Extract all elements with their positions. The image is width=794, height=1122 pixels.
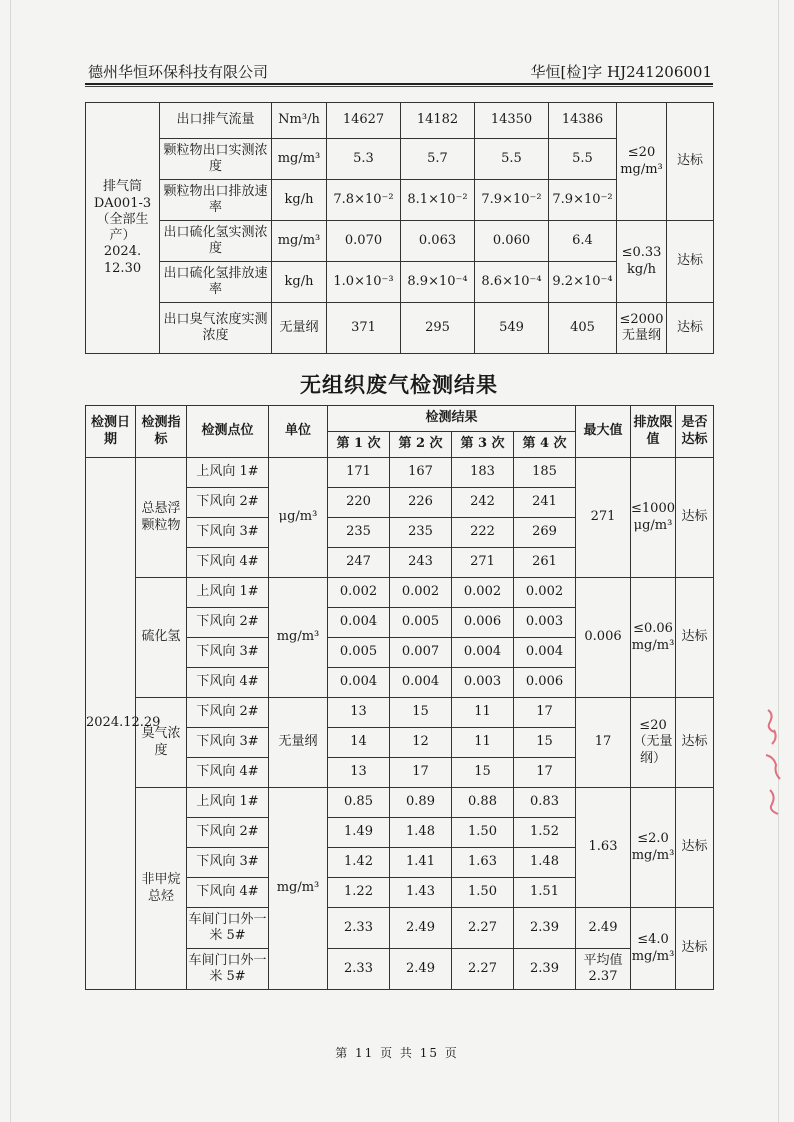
limit-cell: ≤20（无量纲） bbox=[631, 698, 676, 788]
result-cell: 达标 bbox=[676, 908, 714, 990]
value-cell: 0.003 bbox=[514, 608, 576, 638]
point-cell: 上风向 1# bbox=[187, 788, 269, 818]
header-indicator: 检测指标 bbox=[136, 406, 187, 458]
value-cell: 0.004 bbox=[514, 638, 576, 668]
point-cell: 下风向 3# bbox=[187, 848, 269, 878]
unit-cell: Nm³/h bbox=[272, 103, 327, 139]
value-cell: 0.004 bbox=[390, 668, 452, 698]
point-cell: 车间门口外一米 5# bbox=[187, 949, 269, 990]
fugitive-emission-table bbox=[85, 405, 714, 990]
unit-cell: 无量纲 bbox=[272, 303, 327, 354]
value-cell: 17 bbox=[390, 758, 452, 788]
value-cell: 8.6×10⁻⁴ bbox=[475, 262, 549, 303]
value-cell: 405 bbox=[549, 303, 617, 354]
source-line: （全部生 bbox=[96, 211, 149, 227]
limit-cell: ≤4.0 mg/m³ bbox=[631, 908, 676, 990]
page-header bbox=[88, 61, 712, 81]
value-cell: 0.004 bbox=[328, 608, 390, 638]
header-date: 检测日期 bbox=[86, 406, 136, 458]
unit-cell: mg/m³ bbox=[269, 788, 328, 990]
indicator-cell: 臭气浓度 bbox=[136, 698, 187, 788]
point-cell: 车间门口外一米 5# bbox=[187, 908, 269, 949]
max-cell: 1.63 bbox=[576, 788, 631, 908]
indicator-cell: 硫化氢 bbox=[136, 578, 187, 698]
limit-cell: ≤2.0 mg/m³ bbox=[631, 788, 676, 908]
value-cell: 269 bbox=[514, 518, 576, 548]
value-cell: 6.4 bbox=[549, 221, 617, 262]
value-cell: 0.002 bbox=[514, 578, 576, 608]
point-cell: 下风向 2# bbox=[187, 698, 269, 728]
report-number: 华恒[检]字 HJ241206001 bbox=[530, 63, 712, 81]
value-cell: 7.9×10⁻² bbox=[475, 180, 549, 221]
unit-cell: mg/m³ bbox=[272, 139, 327, 180]
point-cell: 下风向 2# bbox=[187, 488, 269, 518]
item-cell: 颗粒物出口排放速率 bbox=[160, 180, 272, 221]
value-cell: 235 bbox=[390, 518, 452, 548]
value-cell: 0.002 bbox=[328, 578, 390, 608]
value-cell: 0.85 bbox=[328, 788, 390, 818]
value-cell: 8.1×10⁻² bbox=[401, 180, 475, 221]
result-cell: 达标 bbox=[667, 103, 714, 221]
indicator-cell: 非甲烷总烃 bbox=[136, 788, 187, 990]
value-cell: 261 bbox=[514, 548, 576, 578]
value-cell: 1.49 bbox=[328, 818, 390, 848]
source-line: 产） bbox=[109, 228, 136, 243]
organized-emission-table bbox=[85, 102, 714, 354]
page-edge bbox=[778, 0, 779, 1122]
value-cell: 1.43 bbox=[390, 878, 452, 908]
section-title: 无组织废气检测结果 bbox=[300, 372, 498, 397]
page-edge bbox=[10, 0, 11, 1122]
header-run: 第 1 次 bbox=[328, 432, 390, 458]
value-cell: 226 bbox=[390, 488, 452, 518]
value-cell: 185 bbox=[514, 458, 576, 488]
item-cell: 出口臭气浓度实测浓度 bbox=[160, 303, 272, 354]
limit-cell: ≤1000 μg/m³ bbox=[631, 458, 676, 578]
limit-cell: ≤2000 无量纲 bbox=[617, 303, 667, 354]
point-cell: 下风向 2# bbox=[187, 818, 269, 848]
unit-cell: μg/m³ bbox=[269, 458, 328, 578]
value-cell: 0.060 bbox=[475, 221, 549, 262]
value-cell: 0.063 bbox=[401, 221, 475, 262]
indicator-cell: 总悬浮颗粒物 bbox=[136, 458, 187, 578]
value-cell: 2.39 bbox=[514, 908, 576, 949]
value-cell: 2.33 bbox=[328, 949, 390, 990]
value-cell: 0.003 bbox=[452, 668, 514, 698]
header-results: 检测结果 bbox=[328, 406, 576, 432]
header-limit: 排放限值 bbox=[631, 406, 676, 458]
value-cell: 1.48 bbox=[390, 818, 452, 848]
value-cell: 2.39 bbox=[514, 949, 576, 990]
point-cell: 上风向 1# bbox=[187, 578, 269, 608]
value-cell: 171 bbox=[328, 458, 390, 488]
value-cell: 15 bbox=[452, 758, 514, 788]
header-run: 第 4 次 bbox=[514, 432, 576, 458]
value-cell: 2.49 bbox=[390, 949, 452, 990]
emission-source-cell bbox=[86, 103, 160, 354]
value-cell: 13 bbox=[328, 698, 390, 728]
point-cell: 下风向 4# bbox=[187, 878, 269, 908]
value-cell: 271 bbox=[452, 548, 514, 578]
limit-cell: ≤0.06 mg/m³ bbox=[631, 578, 676, 698]
value-cell: 1.42 bbox=[328, 848, 390, 878]
value-cell: 371 bbox=[327, 303, 401, 354]
point-cell: 下风向 2# bbox=[187, 608, 269, 638]
value-cell: 5.5 bbox=[475, 139, 549, 180]
point-cell: 下风向 3# bbox=[187, 638, 269, 668]
value-cell: 241 bbox=[514, 488, 576, 518]
max-cell: 2.49 bbox=[576, 908, 631, 949]
point-cell: 下风向 4# bbox=[187, 758, 269, 788]
value-cell: 183 bbox=[452, 458, 514, 488]
point-cell: 下风向 4# bbox=[187, 548, 269, 578]
unit-cell: kg/h bbox=[272, 180, 327, 221]
unit-cell: 无量纲 bbox=[269, 698, 328, 788]
value-cell: 0.002 bbox=[452, 578, 514, 608]
source-line: 排气筒 bbox=[102, 179, 142, 195]
value-cell: 0.83 bbox=[514, 788, 576, 818]
point-cell: 下风向 4# bbox=[187, 668, 269, 698]
value-cell: 2.49 bbox=[390, 908, 452, 949]
result-cell: 达标 bbox=[667, 303, 714, 354]
value-cell: 5.3 bbox=[327, 139, 401, 180]
average-label: 平均值 bbox=[583, 952, 623, 968]
value-cell: 295 bbox=[401, 303, 475, 354]
value-cell: 14182 bbox=[401, 103, 475, 139]
value-cell: 549 bbox=[475, 303, 549, 354]
average-cell bbox=[576, 949, 631, 990]
value-cell: 0.002 bbox=[390, 578, 452, 608]
result-cell: 达标 bbox=[667, 221, 714, 303]
value-cell: 5.7 bbox=[401, 139, 475, 180]
value-cell: 14627 bbox=[327, 103, 401, 139]
source-line: 2024. bbox=[103, 244, 142, 260]
value-cell: 0.005 bbox=[390, 608, 452, 638]
item-cell: 出口排气流量 bbox=[160, 103, 272, 139]
value-cell: 14386 bbox=[549, 103, 617, 139]
average-value: 2.37 bbox=[588, 969, 618, 984]
seal-stamp bbox=[760, 700, 790, 830]
header-run: 第 2 次 bbox=[390, 432, 452, 458]
value-cell: 1.51 bbox=[514, 878, 576, 908]
value-cell: 11 bbox=[452, 728, 514, 758]
header-point: 检测点位 bbox=[187, 406, 269, 458]
value-cell: 235 bbox=[328, 518, 390, 548]
item-cell: 颗粒物出口实测浓度 bbox=[160, 139, 272, 180]
page-footer: 第 11 页 共 15 页 bbox=[335, 1046, 459, 1060]
limit-cell: ≤20 mg/m³ bbox=[617, 103, 667, 221]
unit-cell: mg/m³ bbox=[269, 578, 328, 698]
value-cell: 222 bbox=[452, 518, 514, 548]
point-cell: 下风向 3# bbox=[187, 518, 269, 548]
value-cell: 167 bbox=[390, 458, 452, 488]
value-cell: 1.41 bbox=[390, 848, 452, 878]
result-cell: 达标 bbox=[676, 788, 714, 908]
header-max: 最大值 bbox=[576, 406, 631, 458]
value-cell: 242 bbox=[452, 488, 514, 518]
value-cell: 243 bbox=[390, 548, 452, 578]
value-cell: 1.0×10⁻³ bbox=[327, 262, 401, 303]
value-cell: 2.27 bbox=[452, 908, 514, 949]
value-cell: 0.070 bbox=[327, 221, 401, 262]
value-cell: 12 bbox=[390, 728, 452, 758]
unit-cell: kg/h bbox=[272, 262, 327, 303]
result-cell: 达标 bbox=[676, 458, 714, 578]
header-run: 第 3 次 bbox=[452, 432, 514, 458]
value-cell: 247 bbox=[328, 548, 390, 578]
item-cell: 出口硫化氢排放速率 bbox=[160, 262, 272, 303]
header-pass: 是否达标 bbox=[676, 406, 714, 458]
header-unit: 单位 bbox=[269, 406, 328, 458]
unit-cell: mg/m³ bbox=[272, 221, 327, 262]
value-cell: 17 bbox=[514, 758, 576, 788]
value-cell: 220 bbox=[328, 488, 390, 518]
value-cell: 14 bbox=[328, 728, 390, 758]
point-cell: 上风向 1# bbox=[187, 458, 269, 488]
value-cell: 15 bbox=[514, 728, 576, 758]
max-cell: 0.006 bbox=[576, 578, 631, 698]
result-cell: 达标 bbox=[676, 698, 714, 788]
source-line: 12.30 bbox=[103, 260, 142, 276]
max-cell: 271 bbox=[576, 458, 631, 578]
value-cell: 7.9×10⁻² bbox=[549, 180, 617, 221]
value-cell: 14350 bbox=[475, 103, 549, 139]
value-cell: 1.52 bbox=[514, 818, 576, 848]
header-rule bbox=[85, 86, 713, 87]
value-cell: 1.50 bbox=[452, 818, 514, 848]
value-cell: 1.63 bbox=[452, 848, 514, 878]
date-cell: 2024.12.29 bbox=[86, 458, 136, 990]
value-cell: 17 bbox=[514, 698, 576, 728]
value-cell: 13 bbox=[328, 758, 390, 788]
item-cell: 出口硫化氢实测浓度 bbox=[160, 221, 272, 262]
value-cell: 0.006 bbox=[514, 668, 576, 698]
result-cell: 达标 bbox=[676, 578, 714, 698]
value-cell: 7.8×10⁻² bbox=[327, 180, 401, 221]
value-cell: 0.004 bbox=[452, 638, 514, 668]
value-cell: 2.27 bbox=[452, 949, 514, 990]
value-cell: 11 bbox=[452, 698, 514, 728]
value-cell: 15 bbox=[390, 698, 452, 728]
company-name: 德州华恒环保科技有限公司 bbox=[88, 63, 269, 81]
value-cell: 1.50 bbox=[452, 878, 514, 908]
header-rule bbox=[85, 83, 713, 85]
source-line: DA001-3 bbox=[93, 195, 152, 211]
value-cell: 2.33 bbox=[328, 908, 390, 949]
value-cell: 1.48 bbox=[514, 848, 576, 878]
limit-cell: ≤0.33 kg/h bbox=[617, 221, 667, 303]
max-cell: 17 bbox=[576, 698, 631, 788]
point-cell: 下风向 3# bbox=[187, 728, 269, 758]
value-cell: 0.006 bbox=[452, 608, 514, 638]
value-cell: 0.007 bbox=[390, 638, 452, 668]
value-cell: 0.88 bbox=[452, 788, 514, 818]
value-cell: 5.5 bbox=[549, 139, 617, 180]
value-cell: 9.2×10⁻⁴ bbox=[549, 262, 617, 303]
value-cell: 0.004 bbox=[328, 668, 390, 698]
value-cell: 8.9×10⁻⁴ bbox=[401, 262, 475, 303]
value-cell: 0.89 bbox=[390, 788, 452, 818]
value-cell: 0.005 bbox=[328, 638, 390, 668]
value-cell: 1.22 bbox=[328, 878, 390, 908]
